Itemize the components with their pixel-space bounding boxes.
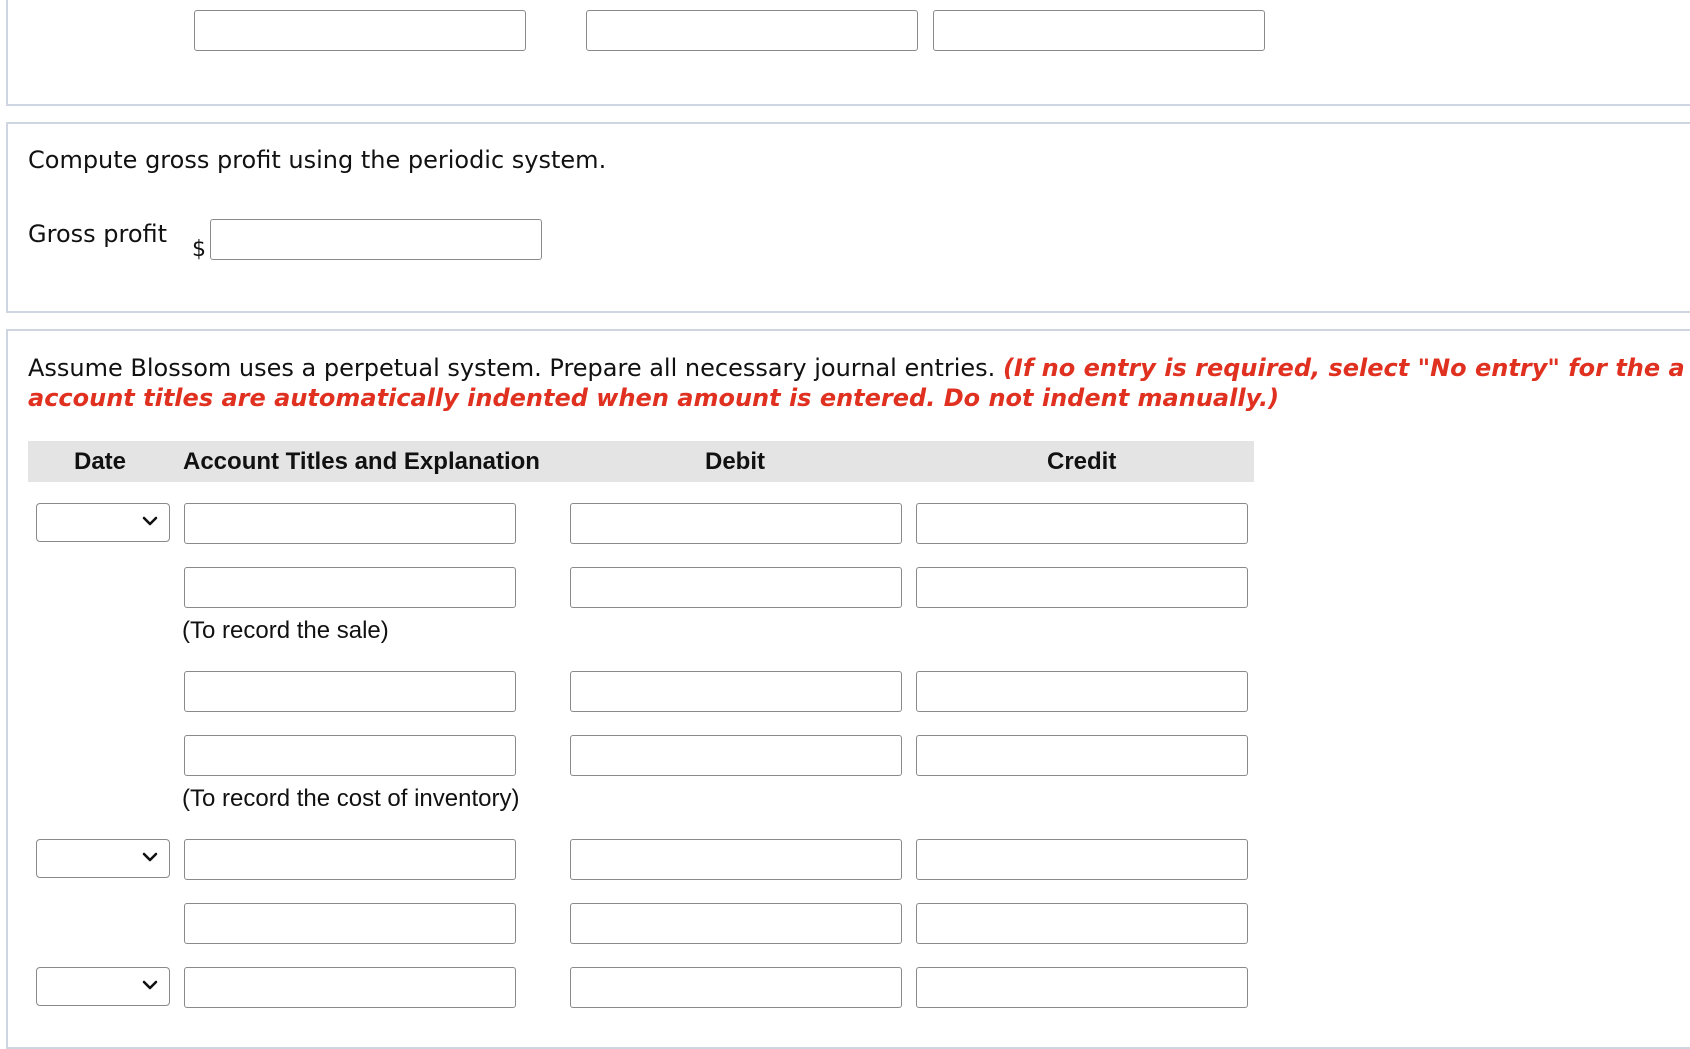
account-input-1[interactable] (184, 503, 516, 544)
column-header-account: Account Titles and Explanation (183, 448, 540, 475)
chevron-down-icon (141, 512, 159, 530)
credit-input-1[interactable] (916, 503, 1248, 544)
date-select-3[interactable] (36, 967, 170, 1006)
credit-input-5[interactable] (916, 839, 1248, 880)
journal-instruction-red-line1: (If no entry is required, select "No entry" for the a (1002, 354, 1685, 382)
date-select-1[interactable] (36, 503, 170, 542)
gross-profit-label: Gross profit (28, 220, 168, 248)
note-record-sale: (To record the sale) (182, 617, 389, 644)
chevron-down-icon (141, 976, 159, 994)
debit-input-7[interactable] (570, 967, 902, 1008)
debit-input-4[interactable] (570, 735, 902, 776)
note-record-cost: (To record the cost of inventory) (182, 785, 520, 812)
debit-input-6[interactable] (570, 903, 902, 944)
journal-instruction (28, 353, 1685, 383)
debit-input-3[interactable] (570, 671, 902, 712)
credit-input-3[interactable] (916, 671, 1248, 712)
date-select-2[interactable] (36, 839, 170, 878)
gross-profit-instruction: Compute gross profit using the periodic system. (28, 146, 607, 174)
top-input-1[interactable] (194, 10, 526, 51)
account-input-7[interactable] (184, 967, 516, 1008)
top-input-3[interactable] (933, 10, 1265, 51)
column-header-credit: Credit (1047, 448, 1117, 475)
column-header-debit: Debit (705, 448, 765, 475)
credit-input-7[interactable] (916, 967, 1248, 1008)
gross-profit-input[interactable] (210, 219, 542, 260)
account-input-3[interactable] (184, 671, 516, 712)
chevron-down-icon (141, 848, 159, 866)
credit-input-2[interactable] (916, 567, 1248, 608)
credit-input-6[interactable] (916, 903, 1248, 944)
account-input-6[interactable] (184, 903, 516, 944)
debit-input-2[interactable] (570, 567, 902, 608)
journal-instruction-text: Assume Blossom uses a perpetual system. Prepare all necessary journal entries. (28, 354, 996, 382)
currency-symbol: $ (192, 237, 206, 262)
column-header-date: Date (74, 448, 127, 475)
account-input-2[interactable] (184, 567, 516, 608)
debit-input-5[interactable] (570, 839, 902, 880)
account-input-4[interactable] (184, 735, 516, 776)
credit-input-4[interactable] (916, 735, 1248, 776)
account-input-5[interactable] (184, 839, 516, 880)
top-input-2[interactable] (586, 10, 918, 51)
journal-instruction-red-line2: account titles are automatically indented when amount is entered. Do not indent manually.) (28, 384, 1280, 412)
debit-input-1[interactable] (570, 503, 902, 544)
